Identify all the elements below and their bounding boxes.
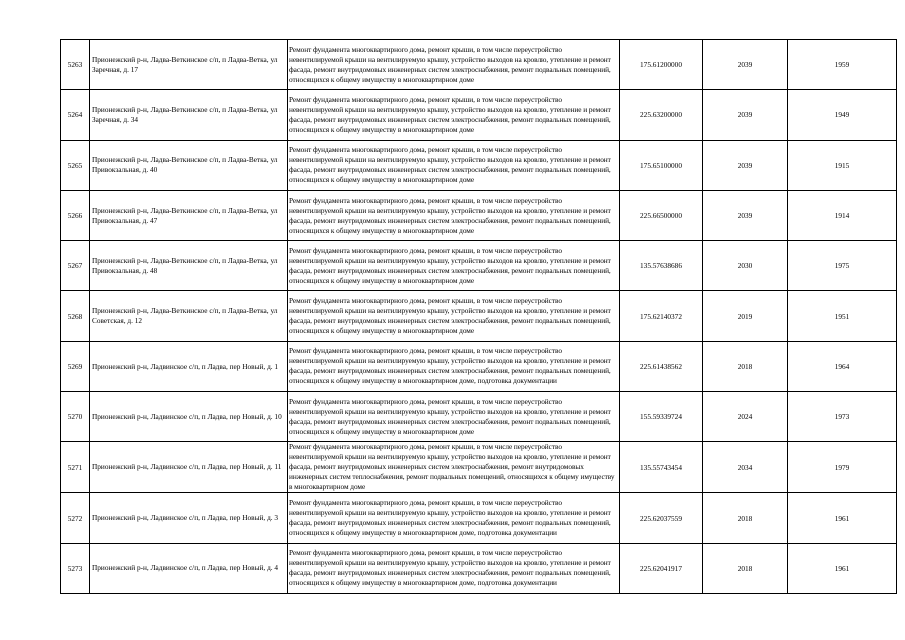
address-cell-text: Прионежский р-н, Ладва-Веткинское с/п, п Ладва-Ветка, ул Привокзальная, д. 48 (92, 256, 278, 275)
construction-year-cell (788, 442, 897, 493)
row-number-cell-text: 5264 (67, 110, 83, 120)
planned-year-cell-text: 2039 (737, 110, 753, 120)
repair-works-cell-text: Ремонт фундамента многоквартирного дома, ремонт крыши, в том числе переустройство невентилируемой крыши на вентилируемую крышу, устройство выходов на кровлю, утепление и ремонт фасада, ремонт внутридомовых инженерных систем электроснабжения, ремонт подвальных помещений, относящихся к общему имуществу в многоквартирном доме (289, 245, 611, 285)
repair-works-cell (288, 442, 620, 493)
repair-works-cell (288, 543, 620, 593)
planned-year-cell (703, 140, 788, 190)
cost-cell-text: 225.61438562 (640, 361, 682, 371)
address-cell (90, 241, 288, 291)
cost-cell (620, 442, 703, 493)
address-cell-text: Прионежский р-н, Ладвинское с/п, п Ладва, пер Новый, д. 3 (92, 513, 279, 523)
construction-year-cell (788, 140, 897, 190)
cost-cell-text: 225.62041917 (640, 563, 682, 573)
planned-year-cell-text: 2024 (737, 412, 753, 422)
construction-year-cell-text: 1979 (834, 462, 850, 472)
table-row (61, 341, 897, 391)
table-row (61, 493, 897, 543)
cost-cell-text: 155.59339724 (640, 412, 682, 422)
construction-year-cell-text: 1961 (834, 563, 850, 573)
planned-year-cell (703, 543, 788, 593)
cost-cell (620, 40, 703, 90)
repair-works-cell (288, 140, 620, 190)
repair-works-cell (288, 493, 620, 543)
construction-year-cell-text: 1951 (834, 311, 850, 321)
planned-year-cell-text: 2034 (737, 462, 753, 472)
construction-year-cell-text: 1973 (834, 412, 850, 422)
repair-works-cell (288, 190, 620, 240)
planned-year-cell (703, 241, 788, 291)
repair-works-cell-text: Ремонт фундамента многоквартирного дома, ремонт крыши, в том числе переустройство невентилируемой крыши на вентилируемую крышу, устройство выходов на кровлю, утепление и ремонт фасада, ремонт внутридомовых инженерных систем электроснабжения, ремонт подвальных помещений, относящихся к общему имуществу в многоквартирном доме (289, 195, 611, 235)
row-number-cell (61, 40, 90, 90)
row-number-cell (61, 442, 90, 493)
construction-year-cell (788, 392, 897, 442)
cost-cell (620, 493, 703, 543)
row-number-cell (61, 90, 90, 140)
cost-cell (620, 241, 703, 291)
address-cell-text: Прионежский р-н, Ладва-Веткинское с/п, п Ладва-Ветка, ул Привокзальная, д. 40 (92, 155, 278, 175)
address-cell-text: Прионежский р-н, Ладвинское с/п, п Ладва, пер Новый, д. 4 (92, 563, 279, 573)
table-row (61, 40, 897, 90)
planned-year-cell-text: 2039 (737, 211, 753, 221)
address-cell (90, 392, 288, 442)
cost-cell-text: 135.55743454 (640, 462, 682, 472)
table-row (61, 442, 897, 493)
construction-year-cell-text: 1964 (834, 361, 850, 371)
construction-year-cell (788, 291, 897, 341)
address-cell (90, 341, 288, 391)
planned-year-cell-text: 2019 (737, 311, 753, 321)
address-cell (90, 493, 288, 543)
repair-works-cell-text: Ремонт фундамента многоквартирного дома, ремонт крыши, в том числе переустройство невентилируемой крыши на вентилируемую крышу, устройство выходов на кровлю, утепление и ремонт фасада, ремонт внутридомовых инженерных систем электроснабжения, ремонт подвальных помещений, относящихся к общему имуществу в многоквартирном доме (289, 396, 611, 436)
address-cell-text: Прионежский р-н, Ладва-Веткинское с/п, п Ладва-Ветка, ул Заречная, д. 34 (92, 105, 278, 124)
row-number-cell-text: 5272 (67, 513, 83, 523)
repair-works-cell (288, 241, 620, 291)
repair-works-cell-text: Ремонт фундамента многоквартирного дома, ремонт крыши, в том числе переустройство невентилируемой крыши на вентилируемую крышу, устройство выходов на кровлю, утепление и ремонт фасада, ремонт внутридомовых инженерных систем электроснабжения, ремонт подвальных помещений, относящихся к общему имуществу в многоквартирном доме, подготовка документации (289, 346, 611, 386)
cost-cell (620, 392, 703, 442)
construction-year-cell (788, 90, 897, 140)
cost-cell (620, 341, 703, 391)
address-cell-text: Прионежский р-н, Ладва-Веткинское с/п, п Ладва-Ветка, ул Заречная, д. 17 (92, 54, 278, 74)
repair-works-cell-text: Ремонт фундамента многоквартирного дома, ремонт крыши, в том числе переустройство невентилируемой крыши на вентилируемую крышу, устройство выходов на кровлю, утепление и ремонт фасада, ремонт внутридомовых инженерных систем электроснабжения, ремонт подвальных помещений, относящихся к общему имуществу в многоквартирном доме (289, 44, 611, 84)
address-cell-text: Прионежский р-н, Ладвинское с/п, п Ладва, пер Новый, д. 1 (92, 361, 279, 371)
row-number-cell (61, 291, 90, 341)
address-cell-text: Прионежский р-н, Ладвинское с/п, п Ладва, пер Новый, д. 10 (92, 411, 282, 421)
address-cell (90, 190, 288, 240)
row-number-cell (61, 341, 90, 391)
address-cell (90, 291, 288, 341)
repair-works-cell-text: Ремонт фундамента многоквартирного дома, ремонт крыши, в том числе переустройство невентилируемой крыши на вентилируемую крышу, устройство выходов на кровлю, утепление и ремонт фасада, ремонт внутридомовых инженерных систем электроснабжения, ремонт подвальных помещений, относящихся к общему имуществу в многоквартирном доме, подготовка документации (289, 498, 611, 538)
table-row (61, 140, 897, 190)
table-row (61, 291, 897, 341)
construction-year-cell-text: 1975 (834, 261, 850, 271)
planned-year-cell (703, 291, 788, 341)
construction-year-cell-text: 1959 (834, 60, 850, 70)
cost-cell-text: 225.62037559 (640, 513, 682, 523)
row-number-cell-text: 5267 (67, 261, 83, 271)
address-cell (90, 140, 288, 190)
repair-works-cell (288, 40, 620, 90)
planned-year-cell-text: 2039 (737, 60, 753, 70)
row-number-cell (61, 140, 90, 190)
construction-year-cell (788, 190, 897, 240)
row-number-cell-text: 5273 (67, 563, 83, 573)
planned-year-cell (703, 90, 788, 140)
planned-year-cell (703, 392, 788, 442)
address-cell-text: Прионежский р-н, Ладва-Веткинское с/п, п Ладва-Ветка, ул Советская, д. 12 (92, 306, 278, 326)
row-number-cell-text: 5268 (67, 311, 83, 321)
planned-year-cell (703, 341, 788, 391)
row-number-cell-text: 5263 (67, 60, 83, 70)
table-row (61, 392, 897, 442)
row-number-cell (61, 190, 90, 240)
repair-works-cell-text: Ремонт фундамента многоквартирного дома, ремонт крыши, в том числе переустройство невентилируемой крыши на вентилируемую крышу, устройство выходов на кровлю, утепление и ремонт фасада, ремонт внутридомовых инженерных систем электроснабжения, ремонт подвальных помещений, относящихся к общему имуществу в многоквартирном доме (289, 145, 611, 185)
cost-cell (620, 140, 703, 190)
construction-year-cell (788, 341, 897, 391)
table-row (61, 543, 897, 593)
table-body (61, 40, 897, 594)
construction-year-cell-text: 1961 (834, 513, 850, 523)
row-number-cell-text: 5269 (67, 361, 83, 371)
cost-cell (620, 291, 703, 341)
repair-works-cell (288, 392, 620, 442)
cost-cell-text: 175.65100000 (640, 160, 682, 170)
address-cell (90, 543, 288, 593)
repair-works-cell (288, 291, 620, 341)
construction-year-cell (788, 543, 897, 593)
cost-cell (620, 190, 703, 240)
planned-year-cell-text: 2018 (737, 513, 753, 523)
cost-cell-text: 225.63200000 (640, 110, 682, 120)
repair-works-cell-text: Ремонт фундамента многоквартирного дома, ремонт крыши, в том числе переустройство невентилируемой крыши на вентилируемую крышу, устройство выходов на кровлю, утепление и ремонт фасада, ремонт внутридомовых инженерных систем электроснабжения, ремонт подвальных помещений, относящихся к общему имуществу в многоквартирном доме (289, 296, 611, 336)
planned-year-cell (703, 190, 788, 240)
address-cell (90, 442, 288, 493)
construction-year-cell-text: 1914 (834, 211, 850, 221)
repair-works-cell (288, 90, 620, 140)
cost-cell (620, 543, 703, 593)
row-number-cell (61, 543, 90, 593)
address-cell-text: Прионежский р-н, Ладва-Веткинское с/п, п Ладва-Ветка, ул Привокзальная, д. 47 (92, 205, 278, 225)
repair-works-cell-text: Ремонт фундамента многоквартирного дома, ремонт крыши, в том числе переустройство невентилируемой крыши на вентилируемую крышу, устройство выходов на кровлю, утепление и ремонт фасада, ремонт внутридомовых инженерных систем электроснабжения, ремонт подвальных помещений, относящихся к общему имуществу в многоквартирном доме (289, 94, 611, 134)
planned-year-cell-text: 2039 (737, 160, 753, 170)
row-number-cell (61, 392, 90, 442)
cost-cell-text: 135.57638686 (640, 261, 682, 271)
repair-works-cell-text: Ремонт фундамента многоквартирного дома, ремонт крыши, в том числе переустройство невентилируемой крыши на вентилируемую крышу, устройство выходов на кровлю, утепление и ремонт фасада, ремонт внутридомовых инженерных систем электроснабжения, ремонт подвальных помещений, относящихся к общему имуществу в многоквартирном доме, подготовка документации (289, 548, 611, 588)
row-number-cell (61, 241, 90, 291)
construction-year-cell (788, 40, 897, 90)
repair-works-cell (288, 341, 620, 391)
planned-year-cell (703, 40, 788, 90)
cost-cell-text: 175.62140372 (640, 311, 682, 321)
table-row (61, 90, 897, 140)
cost-cell (620, 90, 703, 140)
planned-year-cell-text: 2018 (737, 563, 753, 573)
table-row (61, 241, 897, 291)
row-number-cell-text: 5271 (67, 462, 83, 472)
construction-year-cell (788, 241, 897, 291)
construction-year-cell-text: 1915 (834, 160, 850, 170)
row-number-cell-text: 5266 (67, 211, 83, 221)
address-cell (90, 90, 288, 140)
planned-year-cell (703, 442, 788, 493)
address-cell (90, 40, 288, 90)
row-number-cell-text: 5270 (67, 412, 83, 422)
cost-cell-text: 225.66500000 (640, 211, 682, 221)
construction-year-cell (788, 493, 897, 543)
cost-cell-text: 175.61200000 (640, 60, 682, 70)
planned-year-cell-text: 2018 (737, 361, 753, 371)
row-number-cell-text: 5265 (67, 160, 83, 170)
table-row (61, 190, 897, 240)
construction-year-cell-text: 1949 (834, 110, 850, 120)
planned-year-cell (703, 493, 788, 543)
address-cell-text: Прионежский р-н, Ладвинское с/п, п Ладва, пер Новый, д. 11 (92, 462, 282, 472)
row-number-cell (61, 493, 90, 543)
planned-year-cell-text: 2030 (737, 261, 753, 271)
housing-repair-table (60, 39, 897, 594)
repair-works-cell-text: Ремонт фундамента многоквартирного дома, ремонт крыши, в том числе переустройство невентилируемой крыши на вентилируемую крышу, устройство выходов на кровлю, утепление и ремонт фасада, ремонт внутридомовых инженерных систем электроснабжения, ремонт внутридомовых инженерных систем теплоснабжения, ремонт подвальных помещений, относящихся к общему имуществу в многоквартирном доме (289, 442, 615, 492)
